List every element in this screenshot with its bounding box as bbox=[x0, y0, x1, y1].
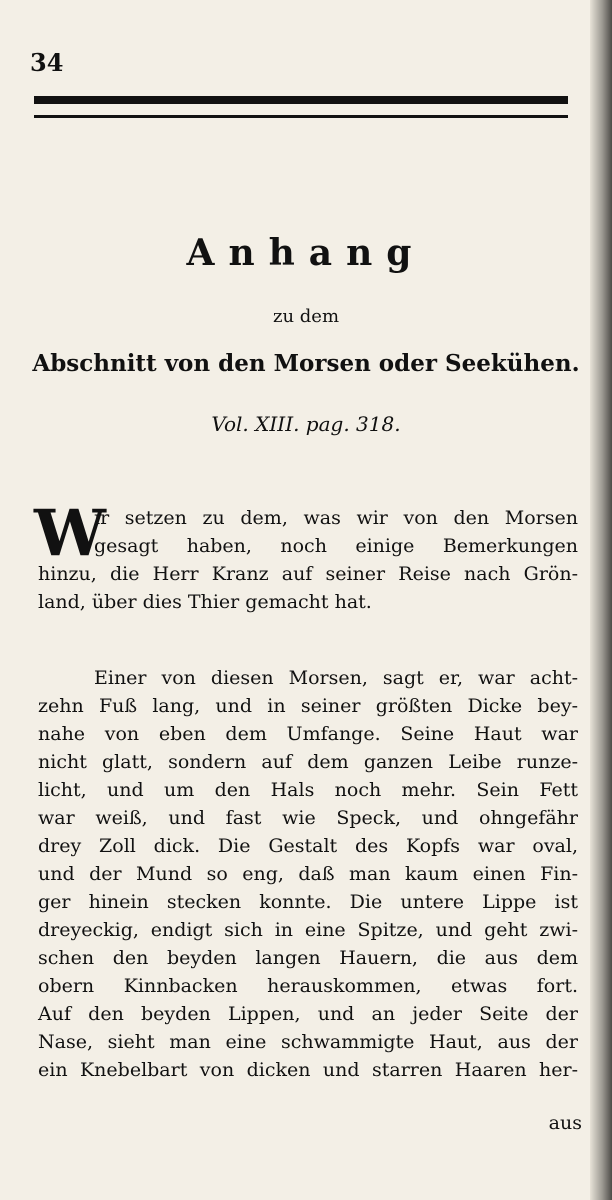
text-line: schen den beyden langen Hauern, die aus dem bbox=[38, 947, 578, 969]
drop-capital: W bbox=[34, 496, 106, 571]
text-line: gesagt haben, noch einige Bemerkungen bbox=[94, 535, 578, 557]
page-title: Anhang bbox=[186, 232, 426, 274]
header-rule-thin bbox=[34, 115, 568, 118]
volume-reference: Vol. XIII. pag. 318. bbox=[211, 412, 401, 436]
page-subtitle: zu dem bbox=[272, 306, 340, 327]
paragraph-2 bbox=[38, 664, 578, 1084]
text-line: nicht glatt, sondern auf dem ganzen Leibe runze- bbox=[38, 751, 578, 773]
text-line: nahe von eben dem Umfange. Seine Haut war bbox=[38, 723, 578, 745]
page-number: 34 bbox=[30, 48, 64, 77]
text-line: ein Knebelbart von dicken und starren Haaren her- bbox=[38, 1059, 578, 1081]
catchword: aus bbox=[548, 1112, 582, 1134]
text-line: Auf den beyden Lippen, und an jeder Seite der bbox=[38, 1003, 578, 1025]
text-line: Einer von diesen Morsen, sagt er, war acht- bbox=[94, 667, 578, 689]
page-gutter-shadow bbox=[590, 0, 612, 1200]
text-line: licht, und um den Hals noch mehr. Sein Fett bbox=[38, 779, 578, 801]
text-line: hinzu, die Herr Kranz auf seiner Reise nach Grön- bbox=[38, 563, 578, 585]
text-line: ger hinein stecken konnte. Die untere Lippe ist bbox=[38, 891, 578, 913]
paragraph-1 bbox=[38, 504, 578, 616]
header-rule-thick bbox=[34, 96, 568, 104]
text-line: ir setzen zu dem, was wir von den Morsen bbox=[94, 507, 578, 529]
text-line: drey Zoll dick. Die Gestalt des Kopfs war oval, bbox=[38, 835, 578, 857]
section-heading: Abschnitt von den Morsen oder Seekühen. bbox=[32, 350, 580, 377]
text-line: und der Mund so eng, daß man kaum einen Fin- bbox=[38, 863, 578, 885]
text-line: war weiß, und fast wie Speck, und ohngefähr bbox=[38, 807, 578, 829]
text-line: dreyeckig, endigt sich in eine Spitze, und geht zwi- bbox=[38, 919, 578, 941]
text-line: Nase, sieht man eine schwammigte Haut, aus der bbox=[38, 1031, 578, 1053]
text-line: land, über dies Thier gemacht hat. bbox=[38, 591, 372, 613]
text-line: obern Kinnbacken herauskommen, etwas fort. bbox=[38, 975, 578, 997]
text-line: zehn Fuß lang, und in seiner größten Dicke bey- bbox=[38, 695, 578, 717]
